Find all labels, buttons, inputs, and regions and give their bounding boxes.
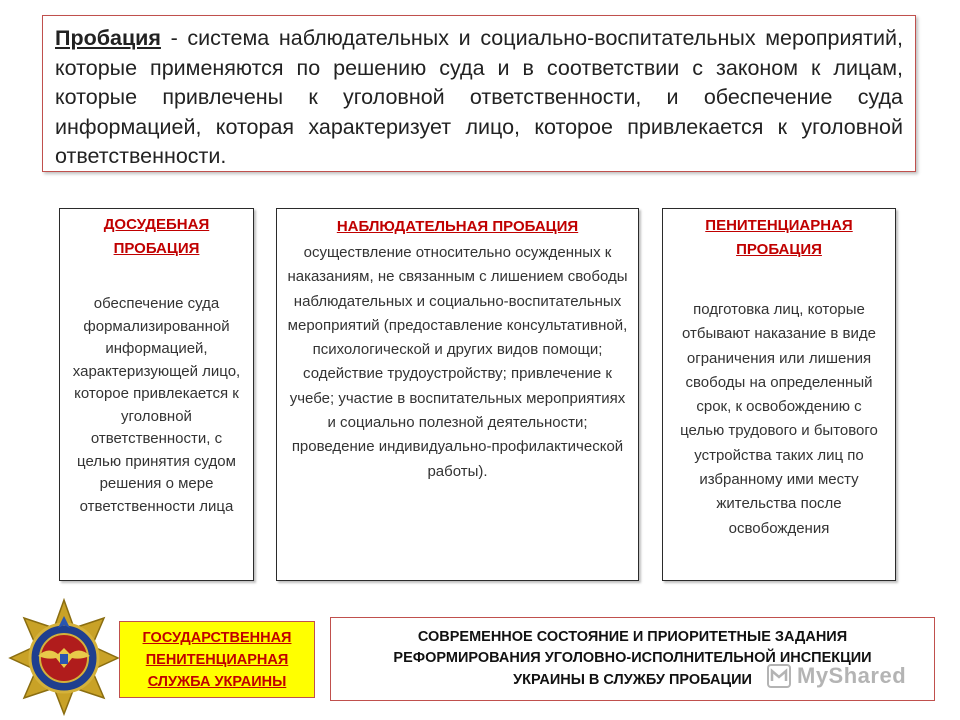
penitentiary-probation-card	[662, 208, 896, 581]
definition-text: - система наблюдательных и социально-воспитательных мероприятий, которые применяются по решению суда и в соответствии с законом к лицам, которые привлечены к уголовной ответственности, и обеспечение суда информацией, которая характеризует лицо, которое привлекается к уголовной ответственности.	[55, 26, 903, 168]
definition-term: Пробация	[55, 26, 161, 50]
penitentiary-service-emblem-icon	[8, 598, 120, 716]
watermark	[767, 663, 906, 689]
presentation-topic: СОВРЕМЕННОЕ СОСТОЯНИЕ И ПРИОРИТЕТНЫЕ ЗАДАНИЯ РЕФОРМИРОВАНИЯ УГОЛОВНО-ИСПОЛНИТЕЛЬНОЙ ИНСПЕКЦИИ УКРАИНЫ В СЛУЖБУ ПРОБАЦИИ	[393, 628, 872, 688]
supervisory-probation-title: НАБЛЮДАТЕЛЬНАЯ ПРОБАЦИЯ	[336, 218, 579, 235]
supervisory-probation-card	[276, 208, 639, 581]
service-name: ГОСУДАРСТВЕННАЯ ПЕНИТЕНЦИАРНАЯ СЛУЖБА УКРАИНЫ	[142, 629, 292, 690]
service-name-box	[119, 621, 315, 698]
penitentiary-probation-text: подготовка лиц, которые отбывают наказание в виде ограничения или лишения свободы на определенный срок, к освобождению с целью трудового и бытового устройства таких лиц по избранному ими месту жительства после освобождения	[680, 301, 878, 537]
penitentiary-probation-title: ПЕНИТЕНЦИАРНАЯ ПРОБАЦИЯ	[705, 217, 853, 258]
pretrial-probation-card	[59, 208, 254, 581]
pretrial-probation-text: обеспечение суда формализированной информацией, характеризующей лицо, которое привлекается к уголовной ответственности, с целью принятия судом решения о мере ответственности лица	[72, 295, 241, 515]
pretrial-probation-title: ДОСУДЕБНАЯ ПРОБАЦИЯ	[103, 216, 210, 257]
myshared-logo-icon	[767, 664, 791, 688]
supervisory-probation-text: осуществление относительно осужденных к наказаниям, не связанным с лишением свободы наблюдательных и социально-воспитательных мероприятий (предоставление консультативной, психологической и других видов помощи; содействие трудоустройству; привлечение к учебе; участие в воспитательных мероприятиях и социально полезной деятельности; проведение индивидуально-профилактической работы).	[287, 244, 628, 480]
definition-box	[42, 15, 916, 172]
watermark-text: MyShared	[797, 663, 907, 688]
